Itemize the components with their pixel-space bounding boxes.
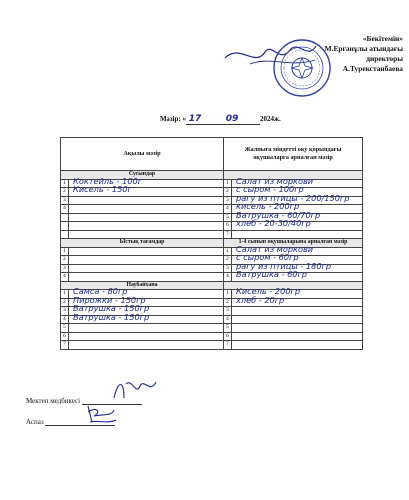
approval-line-2: директоры	[366, 54, 403, 63]
date-prefix: Мәзір: «	[160, 115, 186, 123]
paid-menu-item	[69, 247, 224, 256]
date-suffix: 2024ж.	[259, 115, 281, 123]
row-number: 4	[224, 273, 232, 282]
paid-menu-item	[69, 196, 224, 205]
row-number: 3	[61, 307, 69, 316]
approval-title: «Бекітемін»	[362, 34, 403, 43]
nurse-label: Мектеп медбикесі	[26, 397, 81, 405]
free-menu-item	[232, 269, 363, 282]
paid-menu-item	[69, 311, 224, 324]
free-menu-item	[232, 332, 363, 341]
paid-menu-item	[69, 324, 224, 333]
free-menu-item	[232, 230, 363, 239]
table-row	[61, 332, 363, 341]
handwritten-entry: Пирожки - 150гр	[73, 294, 146, 305]
handwritten-entry: Салат из моркови	[236, 175, 314, 186]
row-number: 7	[224, 230, 232, 239]
approval-line-1: М.Ерғанұлы атындағы	[324, 44, 403, 53]
row-number: 1	[224, 179, 232, 188]
handwritten-entry: хлеб - 20гр	[236, 294, 285, 305]
row-number	[61, 222, 69, 231]
row-number: 7	[224, 341, 232, 350]
date-month: 09	[225, 114, 239, 124]
menu-date	[160, 114, 281, 125]
paid-menu-item	[69, 341, 224, 350]
paid-menu-item	[69, 184, 224, 197]
row-number: 6	[224, 332, 232, 341]
paid-menu-item	[69, 205, 224, 214]
row-number: 2	[61, 188, 69, 197]
handwritten-entry: с сыром - 60гр	[236, 252, 299, 262]
row-number: 6	[61, 332, 69, 341]
row-number: 4	[61, 315, 69, 324]
row-number: 2	[224, 298, 232, 307]
date-day: 17	[188, 114, 202, 124]
free-menu-item	[232, 341, 363, 350]
table-row	[61, 196, 363, 205]
section-title: Ыстық тағамдар	[61, 239, 224, 248]
paid-menu-item	[69, 213, 224, 222]
row-number: 6	[224, 222, 232, 231]
table-row	[61, 273, 363, 282]
row-number: 2	[61, 298, 69, 307]
row-number: 2	[224, 188, 232, 197]
row-number: 3	[224, 264, 232, 273]
approval-line-3: А.Турекстанбаева	[342, 64, 403, 73]
row-number: 1	[224, 247, 232, 256]
section-title: Сусындар	[61, 171, 224, 180]
handwritten-entry: хлеб - 20-30/40гр	[236, 218, 311, 228]
handwritten-entry: Кисель - 150г	[73, 184, 132, 194]
handwritten-entry: Коктейль - 100г	[73, 175, 143, 186]
free-menu-item	[232, 315, 363, 324]
row-number: 5	[61, 324, 69, 333]
row-number: 4	[61, 273, 69, 282]
paid-menu-item	[69, 222, 224, 231]
handwritten-entry: рагу из птицы - 200/150гр	[236, 192, 350, 203]
menu-table	[60, 137, 363, 350]
handwritten-entry: Салат из моркови	[236, 243, 314, 254]
table-row	[61, 247, 363, 256]
handwritten-entry: рагу из птицы - 180гр	[236, 260, 332, 271]
row-number: 1	[61, 247, 69, 256]
handwritten-entry: Ватрушка - 60гр	[236, 269, 307, 279]
header-paid-menu: Ақылы мәзір	[61, 138, 224, 171]
header-free-menu: Жалпыға міндетті оқу қорындағы оқушыларга арналған мәзір	[224, 138, 363, 171]
table-row	[61, 264, 363, 273]
handwritten-entry: кисель - 200гр	[236, 201, 300, 211]
handwritten-entry: Ватрушка - 150гр	[73, 303, 150, 313]
row-number: 3	[224, 196, 232, 205]
handwritten-entry: с сыром - 100гр	[236, 184, 304, 194]
row-number: 1	[224, 290, 232, 299]
table-row	[61, 213, 363, 222]
handwritten-entry: Самса - 80гр	[73, 286, 128, 296]
paid-menu-item	[69, 256, 224, 265]
table-row	[61, 315, 363, 324]
free-menu-item	[232, 294, 363, 307]
row-number: 2	[224, 256, 232, 265]
row-number	[61, 230, 69, 239]
row-number	[61, 213, 69, 222]
row-number: 1	[61, 179, 69, 188]
row-number: 2	[61, 256, 69, 265]
cook-label: Аспаз	[26, 418, 44, 426]
row-number: 3	[224, 307, 232, 316]
row-number: 4	[61, 205, 69, 214]
paid-menu-item	[69, 332, 224, 341]
paid-menu-item	[69, 273, 224, 282]
row-number: 7	[61, 341, 69, 350]
paid-menu-item	[69, 230, 224, 239]
paid-menu-item	[69, 264, 224, 273]
row-number: 1	[61, 290, 69, 299]
section-title: Наубайхана	[61, 281, 224, 290]
row-number: 3	[61, 264, 69, 273]
row-number: 4	[224, 205, 232, 214]
table-row	[61, 341, 363, 350]
free-menu-item	[232, 324, 363, 333]
row-number: 5	[224, 213, 232, 222]
free-menu-item	[232, 307, 363, 316]
table-row	[61, 230, 363, 239]
handwritten-entry: Ватрушка - 60/70гр	[236, 209, 321, 220]
handwritten-entry: Кисель - 200гр	[236, 286, 301, 296]
section-title-right: 1-4 сынып оқушыларына арналған мәзір	[224, 239, 363, 248]
handwritten-entry: Ватрушка - 150гр	[73, 311, 150, 322]
row-number: 4	[224, 315, 232, 324]
free-menu-item	[232, 218, 363, 231]
row-number: 5	[224, 324, 232, 333]
table-row	[61, 222, 363, 231]
table-row	[61, 324, 363, 333]
cook-signature	[84, 402, 118, 426]
nurse-signature	[110, 376, 160, 402]
row-number: 3	[61, 196, 69, 205]
school-seal	[272, 38, 332, 98]
